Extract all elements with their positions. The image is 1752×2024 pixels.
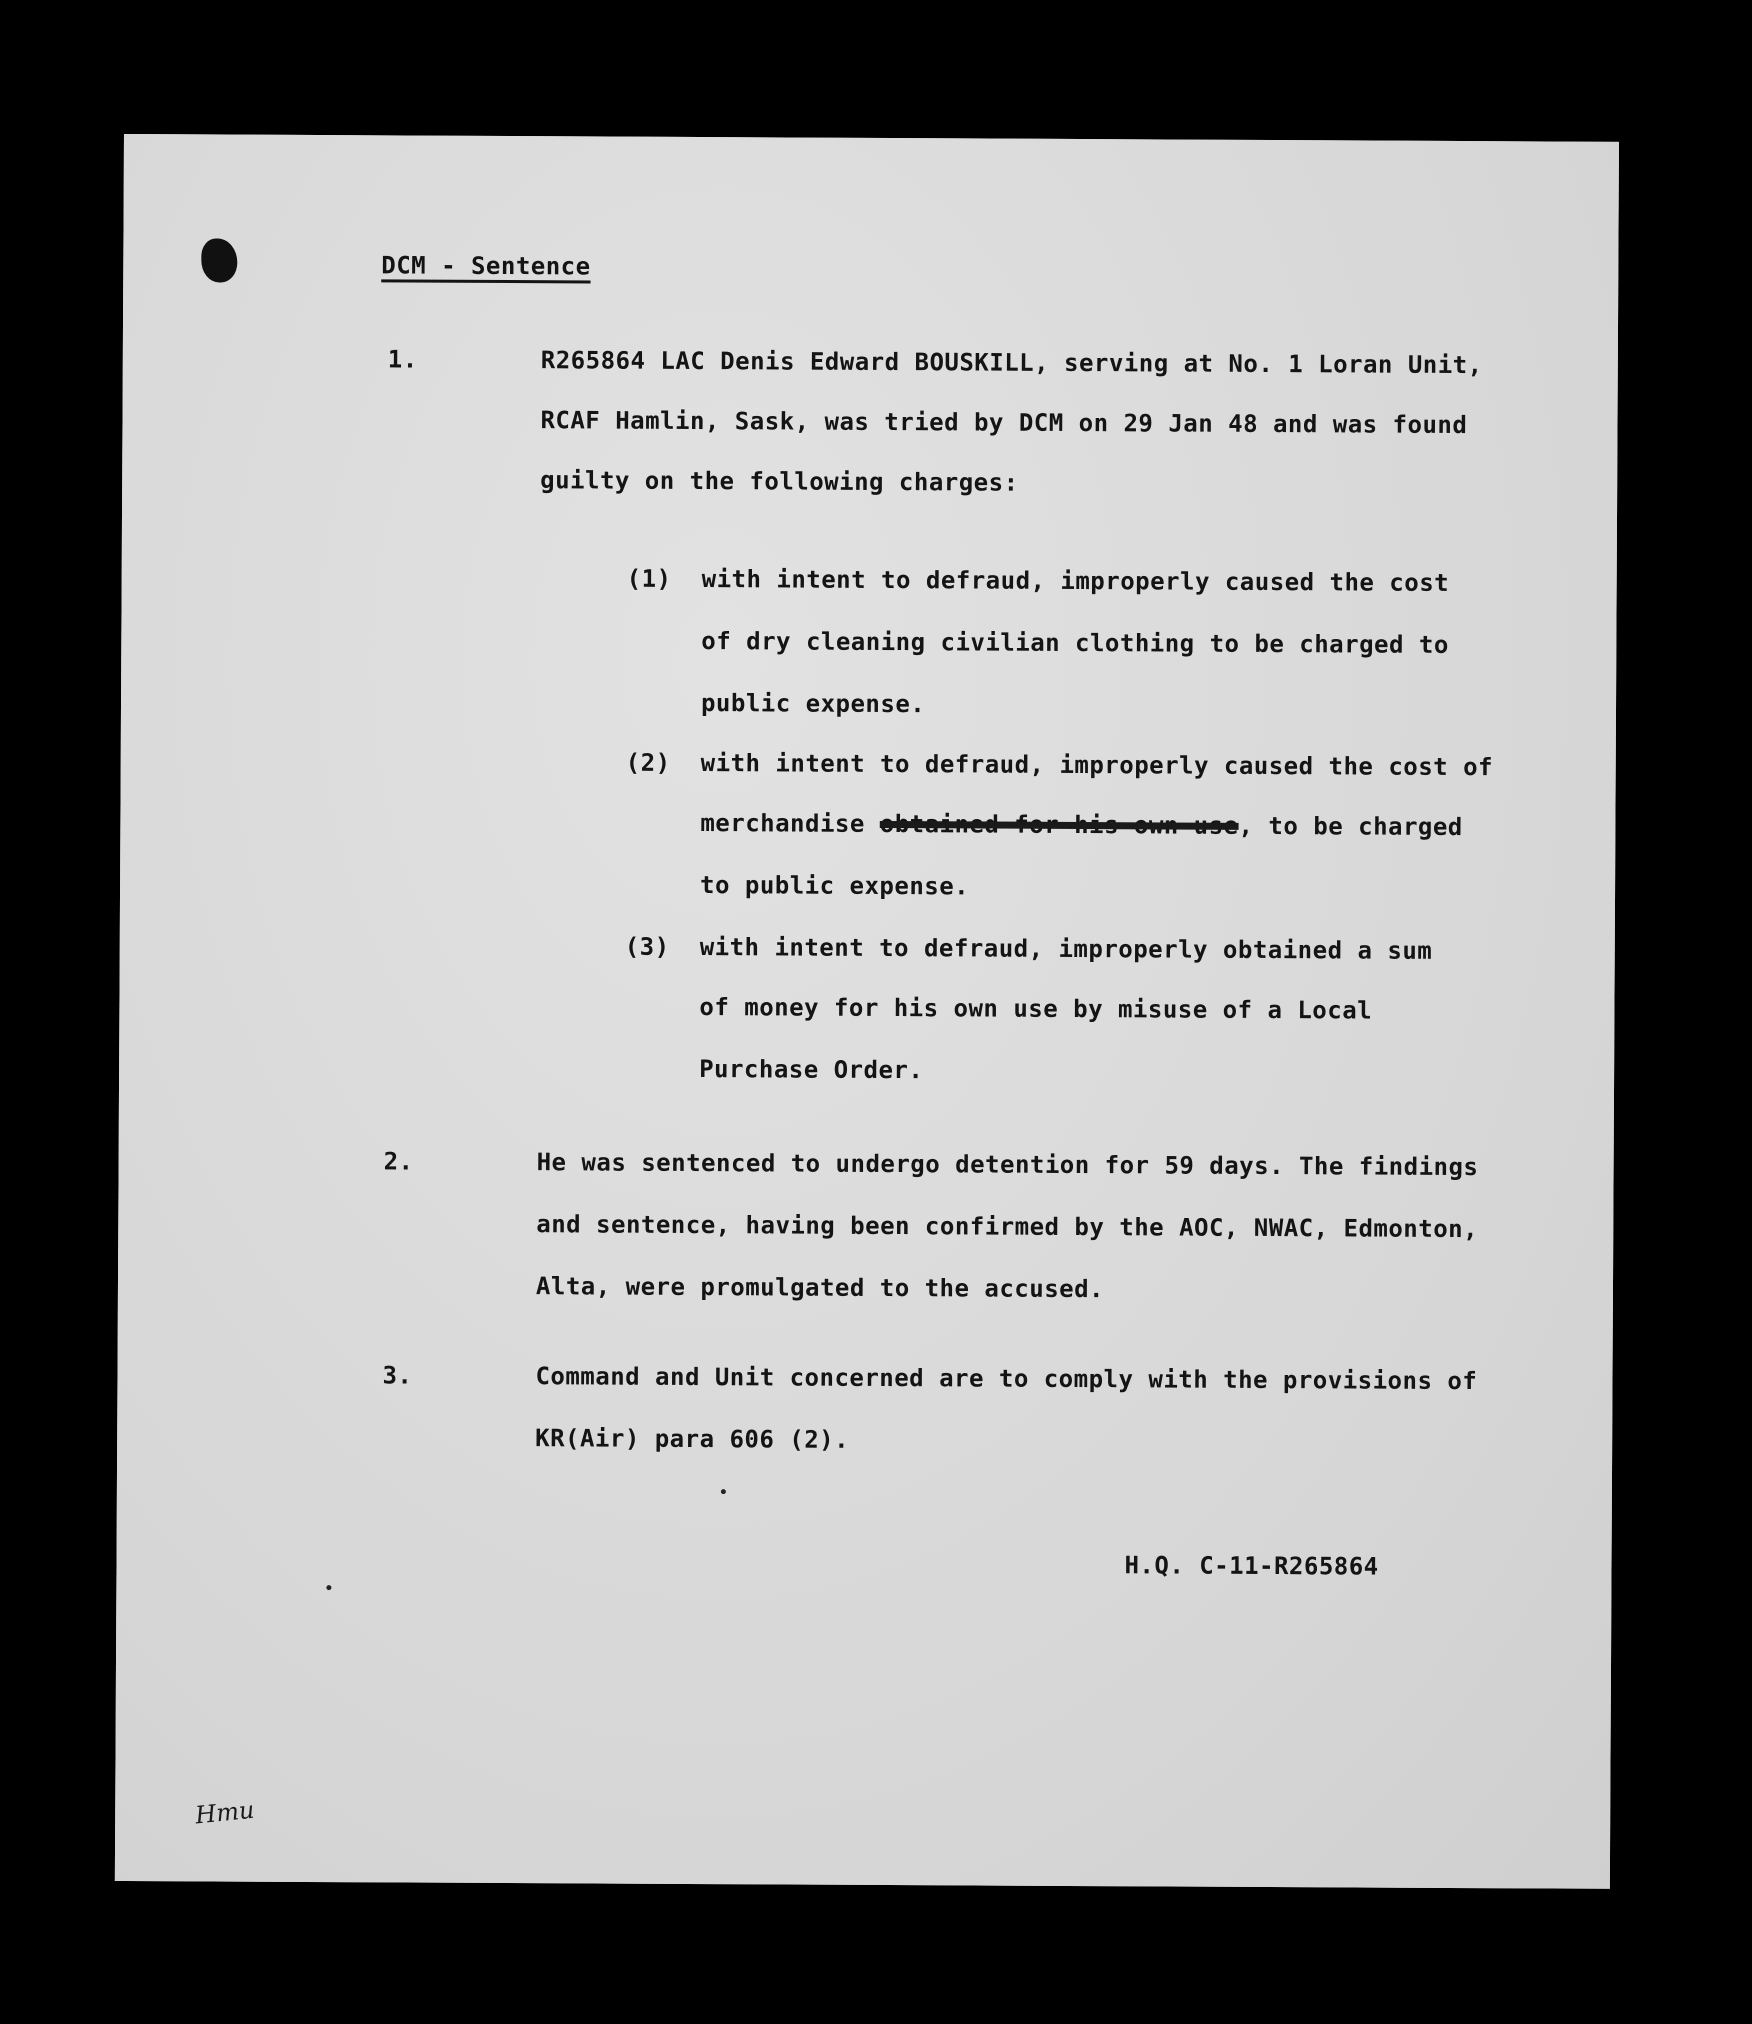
ink-speck — [721, 1489, 726, 1494]
charge-number: (2) — [625, 748, 671, 777]
ink-speck — [326, 1585, 331, 1590]
charge-line-with-strikethrough — [700, 809, 1463, 841]
charge-text-segment: , to be charged — [1238, 811, 1463, 842]
charge-line: with intent to defraud, improperly caused the cost of — [700, 749, 1494, 782]
paragraph-number: 3. — [382, 1361, 413, 1390]
paragraph-line: Command and Unit concerned are to comply with the provisions of — [535, 1362, 1478, 1396]
file-reference: H.Q. C-11-R265864 — [1124, 1551, 1379, 1581]
paragraph-number: 2. — [383, 1147, 414, 1176]
struck-text: obtained for his own use — [879, 809, 1239, 840]
ink-blot — [201, 238, 237, 282]
paragraph-line: RCAF Hamlin, Sask, was tried by DCM on 29 Jan 48 and was found — [540, 406, 1468, 440]
charge-line: with intent to defraud, improperly obtained a sum — [699, 933, 1433, 965]
paragraph-line: guilty on the following charges: — [540, 466, 1019, 497]
paragraph-line: and sentence, having been confirmed by the AOC, NWAC, Edmonton, — [536, 1210, 1479, 1244]
document-page — [115, 134, 1619, 1889]
charge-line: of money for his own use by misuse of a Local — [699, 993, 1373, 1025]
paragraph-line: R265864 LAC Denis Edward BOUSKILL, serving at No. 1 Loran Unit, — [540, 346, 1483, 380]
charge-text-segment: merchandise — [700, 809, 880, 838]
charge-line: to public expense. — [700, 871, 970, 901]
paragraph-line: He was sentenced to undergo detention for 59 days. The findings — [536, 1148, 1479, 1182]
paragraph-line: KR(Air) para 606 (2). — [535, 1424, 850, 1454]
paragraph-line: Alta, were promulgated to the accused. — [535, 1272, 1105, 1304]
charge-line: public expense. — [700, 689, 926, 719]
charge-number: (1) — [626, 564, 672, 593]
charge-line: of dry cleaning civilian clothing to be charged to — [701, 627, 1449, 659]
charge-line: with intent to defraud, improperly caused the cost — [701, 565, 1450, 597]
charge-line: Purchase Order. — [699, 1055, 924, 1085]
charge-number: (3) — [624, 932, 670, 961]
document-heading: DCM - Sentence — [381, 251, 591, 281]
paragraph-number: 1. — [387, 345, 418, 374]
handwritten-initials: Hmu — [193, 1795, 256, 1830]
